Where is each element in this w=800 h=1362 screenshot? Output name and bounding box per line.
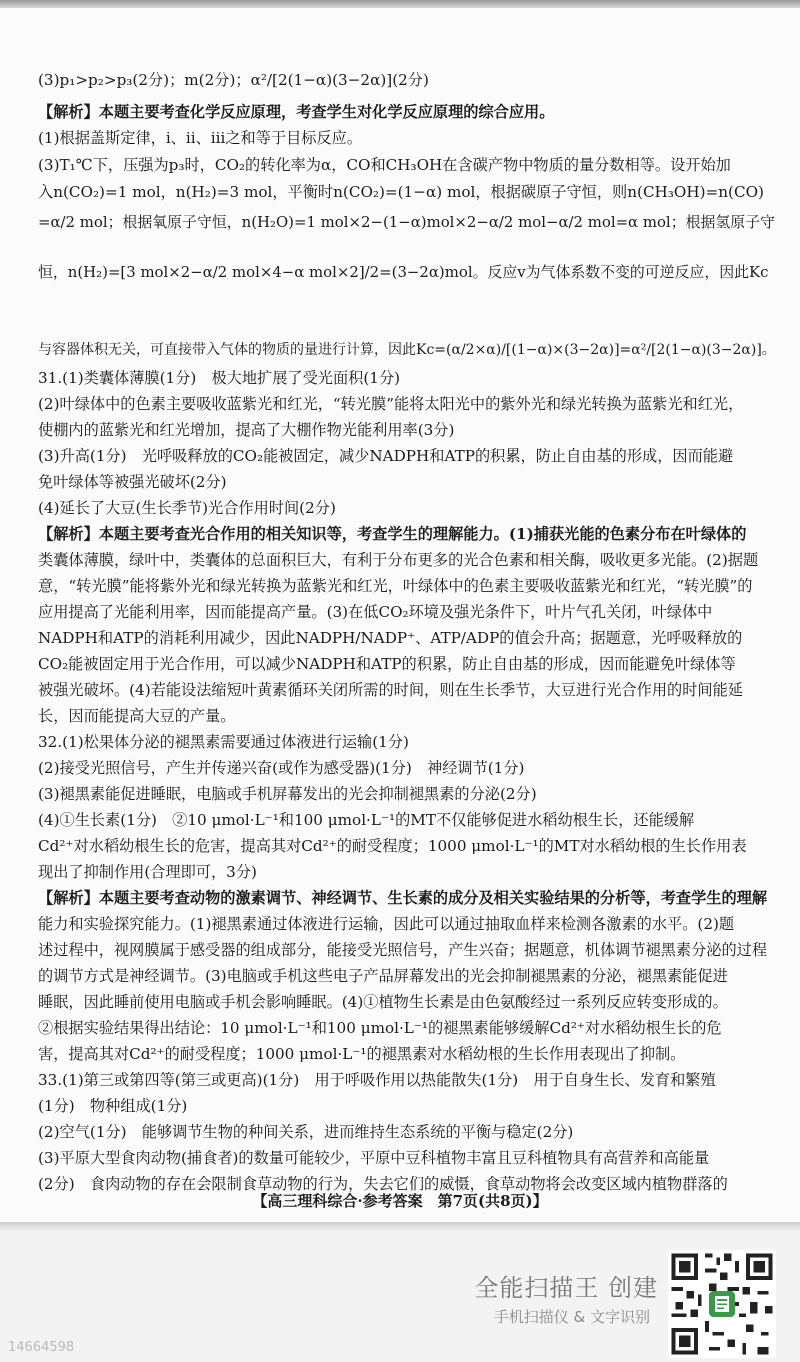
qr-code-icon bbox=[668, 1250, 776, 1358]
text-line: 入n(CO₂)=1 mol，n(H₂)=3 mol，平衡时n(CO₂)=(1−α) mol，根据碳原子守恒，则n(CH₃OH)=n(CO) bbox=[38, 183, 764, 201]
text-line: (3)褪黑素能促进睡眠，电脑或手机屏幕发出的光会抑制褪黑素的分泌(2分) bbox=[38, 785, 537, 803]
text-line: CO₂能被固定用于光合作用，可以减少NADPH和ATP的积累，防止自由基的形成，因而能避免叶绿体等 bbox=[38, 655, 736, 673]
text-line: (2分) 食肉动物的存在会限制食草动物的行为，失去它们的威慑，食草动物将会改变区域内植物群落的 bbox=[38, 1175, 728, 1193]
text-line: (4)延长了大豆(生长季节)光合作用时间(2分) bbox=[38, 499, 336, 517]
watermark-id: 14664598 bbox=[8, 1340, 75, 1355]
text-line: ②根据实验结果得出结论：10 μmol·L⁻¹和100 μmol·L⁻¹的褪黑素能够缓解Cd²⁺对水稻幼根生长的危 bbox=[38, 1019, 722, 1037]
text-line: (1)根据盖斯定律，ⅰ、ⅱ、ⅲ之和等于目标反应。 bbox=[38, 129, 363, 147]
text-line: (2)空气(1分) 能够调节生物的种间关系，进而维持生态系统的平衡与稳定(2分) bbox=[38, 1123, 574, 1141]
text-line: 【解析】本题主要考查光合作用的相关知识等，考查学生的理解能力。(1)捕获光能的色素分布在叶绿体的 bbox=[38, 525, 747, 543]
text-line: (3)平原大型食肉动物(捕食者)的数量可能较少，平原中豆科植物丰富且豆科植物具有高营养和高能量 bbox=[38, 1149, 710, 1167]
text-line: 33.(1)第三或第四等(第三或更高)(1分) 用于呼吸作用以热能散失(1分) 用于自身生长、发育和繁殖 bbox=[38, 1071, 716, 1089]
text-line: (3)p₁>p₂>p₃(2分)；m(2分)；α²/[2(1−α)(3−2α)](2分) bbox=[38, 71, 429, 89]
page-top-edge bbox=[0, 0, 800, 8]
text-line: Cd²⁺对水稻幼根生长的危害，提高其对Cd²⁺的耐受程度；1000 μmol·L⁻¹的MT对水稻幼根的生长作用表 bbox=[38, 837, 747, 855]
text-line: 应用提高了光能利用率，因而能提高产量。(3)在低CO₂环境及强光条件下，叶片气孔关闭，叶绿体中 bbox=[38, 603, 713, 621]
text-line: (3)升高(1分) 光呼吸释放的CO₂能被固定，减少NADPH和ATP的积累，防止自由基的形成，因而能避 bbox=[38, 447, 734, 465]
text-line: 免叶绿体等被强光破坏(2分) bbox=[38, 473, 227, 491]
text-line: NADPH和ATP的消耗利用减少，因此NADPH/NADP⁺、ATP/ADP的值会升高；据题意，光呼吸释放的 bbox=[38, 629, 743, 647]
text-line: 【解析】本题主要考查化学反应原理，考查学生对化学反应原理的综合应用。 bbox=[38, 103, 555, 121]
text-line: 【解析】本题主要考查动物的激素调节、神经调节、生长素的成分及相关实验结果的分析等，考查学生的理解 bbox=[38, 889, 767, 907]
text-line: (2)接受光照信号，产生并传递兴奋(或作为感受器)(1分) 神经调节(1分) bbox=[38, 759, 525, 777]
scanner-brand-title: 全能扫描王 创建 bbox=[474, 1274, 658, 1302]
text-line: 害，提高其对Cd²⁺的耐受程度；1000 μmol·L⁻¹的褪黑素对水稻幼根的生长作用表现出了抑制。 bbox=[38, 1045, 686, 1063]
text-line: =α/2 mol；根据氧原子守恒，n(H₂O)=1 mol×2−(1−α)mol×2−α/2 mol−α/2 mol=α mol；根据氢原子守 bbox=[38, 213, 775, 231]
text-line: 恒，n(H₂)=[3 mol×2−α/2 mol×4−α mol×2]/2=(3−2α)mol。反应ⅴ为气体系数不变的可逆反应，因此Kc bbox=[38, 263, 769, 281]
text-line: (4)①生长素(1分) ②10 μmol·L⁻¹和100 μmol·L⁻¹的MT不仅能够促进水稻幼根生长，还能缓解 bbox=[38, 811, 695, 829]
text-line: 类囊体薄膜，绿叶中，类囊体的总面积巨大，有利于分布更多的光合色素和相关酶，吸收更多光能。(2)据题 bbox=[38, 551, 759, 569]
text-line: (3)T₁℃下，压强为p₃时，CO₂的转化率为α，CO和CH₃OH在含碳产物中物质的量分数相等。设开始加 bbox=[38, 156, 731, 174]
text-line: 能力和实验探究能力。(1)褪黑素通过体液进行运输，因此可以通过抽取血样来检测各激素的水平。(2)题 bbox=[38, 915, 735, 933]
text-line: 使棚内的蓝紫光和红光增加，提高了大棚作物光能利用率(3分) bbox=[38, 421, 455, 439]
text-line: 32.(1)松果体分泌的褪黑素需要通过体液进行运输(1分) bbox=[38, 733, 409, 751]
text-line: 被强光破坏。(4)若能设法缩短叶黄素循环关闭所需的时间，则在生长季节，大豆进行光合作用的时间能延 bbox=[38, 681, 743, 699]
text-line: 睡眠，因此睡前使用电脑或手机会影响睡眠。(4)①植物生长素是由色氨酸经过一系列反应转变形成的。 bbox=[38, 993, 728, 1011]
page-footer: 【高三理科综合·参考答案 第7页(共8页)】 bbox=[252, 1192, 548, 1210]
text-line: (1分) 物种组成(1分) bbox=[38, 1097, 188, 1115]
scanner-brand-subtitle: 手机扫描仪 & 文字识别 bbox=[493, 1308, 650, 1326]
text-line: (2)叶绿体中的色素主要吸收蓝紫光和红光，“转光膜”能将太阳光中的紫外光和绿光转换为蓝紫光和红光， bbox=[38, 395, 744, 413]
text-line: 与容器体积无关，可直接带入气体的物质的量进行计算，因此Kc=(α/2×α)/[(1−α)×(3−2α)]=α²/[2(1−α)(3−2α)]。 bbox=[38, 342, 776, 358]
text-line: 述过程中，视网膜属于感受器的组成部分，能接受光照信号，产生兴奋；据题意，机体调节褪黑素分泌的过程 bbox=[38, 941, 767, 959]
text-line: 31.(1)类囊体薄膜(1分) 极大地扩展了受光面积(1分) bbox=[38, 369, 401, 387]
text-line: 的调节方式是神经调节。(3)电脑或手机这些电子产品屏幕发出的光会抑制褪黑素的分泌，褪黑素能促进 bbox=[38, 967, 728, 985]
text-line: 长，因而能提高大豆的产量。 bbox=[38, 707, 236, 725]
page-shadow bbox=[0, 1222, 800, 1232]
text-line: 意，“转光膜”能将紫外光和绿光转换为蓝紫光和红光，叶绿体中的色素主要吸收蓝紫光和红光，“转光膜”的 bbox=[38, 577, 753, 595]
text-line: 现出了抑制作用(合理即可，3分) bbox=[38, 863, 257, 881]
